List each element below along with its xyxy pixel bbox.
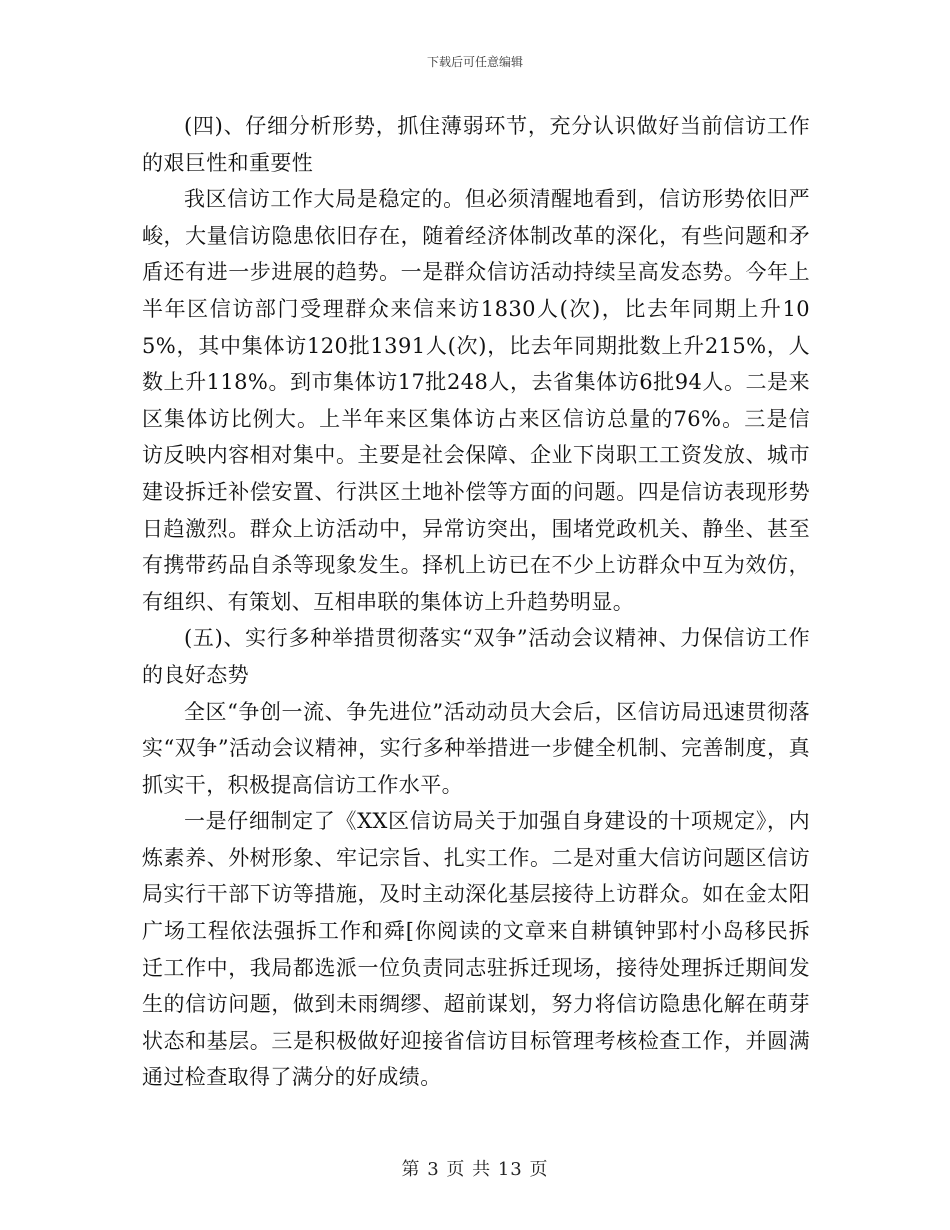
body-paragraph: 我区信访工作大局是稳定的。但必须清醒地看到，信访形势依旧严峻，大量信访隐患依旧存在，随着经济体制改革的深化，有些问题和矛盾还有进一步进展的趋势。一是群众信访活动持续呈高发态势。今年上半年区信访部门受理群众来信来访1830人(次)，比去年同期上升105%，其中集体访120批1391人(次)，比去年同期批数上升215%，人数上升118%。到市集体访17批248人，去省集体访6批94人。二是来区集体访比例大。上半年来区集体访占来区信访总量的76%。三是信访反映内容相对集中。主要是社会保障、企业下岗职工工资发放、城市建设拆迁补偿安置、行洪区土地补偿等方面的问题。四是信访表现形势日趋激烈。群众上访活动中，异常访突出，围堵党政机关、静坐、甚至有携带药品自杀等现象发生。择机上访已在不少上访群众中互为效仿，有组织、有策划、互相串联的集体访上升趋势明显。 bbox=[142, 187, 810, 614]
body-paragraph: 全区“争创一流、争先进位”活动动员大会后，区信访局迅速贯彻落实“双争”活动会议精神，实行多种举措进一步健全机制、完善制度，真抓实干，积极提高信访工作水平。 bbox=[142, 699, 810, 797]
page-number-footer: 第 3 页 共 13 页 bbox=[401, 1159, 549, 1180]
document-body bbox=[142, 108, 810, 1096]
section-heading-five: (五)、实行多种举措贯彻落实“双争”活动会议精神、力保信访工作的良好态势 bbox=[142, 626, 810, 687]
page-header: 下载后可任意编辑 bbox=[426, 55, 523, 69]
section-heading-four: (四)、仔细分析形势，抓住薄弱环节，充分认识做好当前信访工作的艰巨性和重要性 bbox=[142, 114, 810, 175]
body-paragraph: 一是仔细制定了《XX区信访局关于加强自身建设的十项规定》，内炼素养、外树形象、牢记宗旨、扎实工作。二是对重大信访问题区信访局实行干部下访等措施，及时主动深化基层接待上访群众。如在金太阳广场工程依法强拆工作和舜[你阅读的文章来自耕镇钟郢村小岛移民拆迁工作中，我局都选派一位负责同志驻拆迁现场，接待处理拆迁期间发生的信访问题，做到未雨绸缪、超前谋划，努力将信访隐患化解在萌芽状态和基层。三是积极做好迎接省信访目标管理考核检查工作，并圆满通过检查取得了满分的好成绩。 bbox=[142, 809, 810, 1090]
